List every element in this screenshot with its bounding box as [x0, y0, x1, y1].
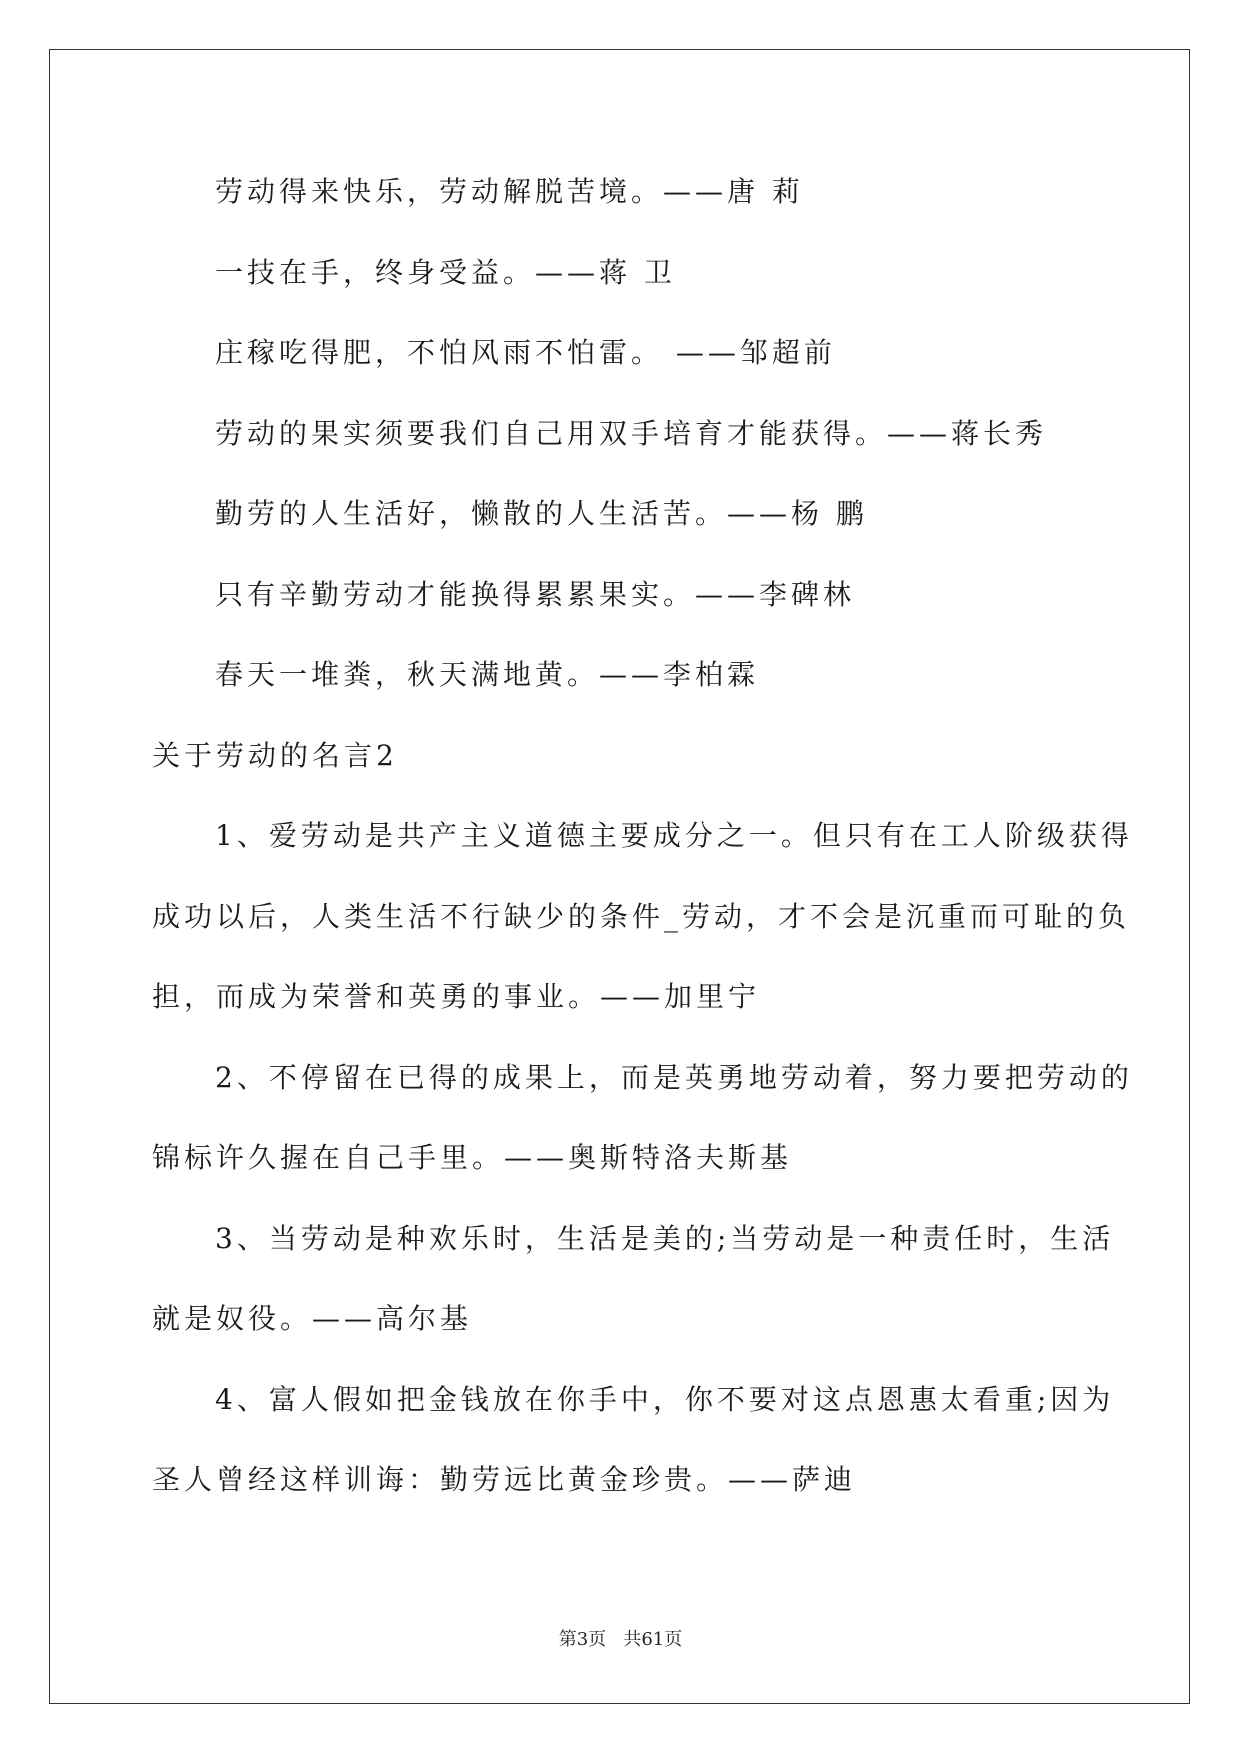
quote-4-line-2: 圣人曾经这样训诲：勤劳远比黄金珍贵。——萨迪 [152, 1463, 857, 1496]
quote-3-line-2: 就是奴役。——高尔基 [152, 1302, 473, 1335]
quote-2-line-2: 锦标许久握在自己手里。——奥斯特洛夫斯基 [152, 1141, 793, 1174]
section-title: 关于劳动的名言2 [152, 739, 398, 772]
quote-2-line-1: 2、不停留在已得的成果上，而是英勇地劳动着，努力要把劳动的 [215, 1061, 1133, 1094]
quote-line: 只有辛勤劳动才能换得累累果实。——李碑林 [215, 578, 856, 611]
quote-line: 庄稼吃得肥，不怕风雨不怕雷。 ——邹超前 [215, 336, 836, 369]
quote-line: 劳动得来快乐，劳动解脱苦境。——唐 莉 [215, 175, 804, 208]
quote-line: 劳动的果实须要我们自己用双手培育才能获得。——蒋长秀 [215, 417, 1048, 450]
quote-line: 勤劳的人生活好，懒散的人生活苦。——杨 鹏 [215, 497, 868, 530]
quote-4-line-1: 4、富人假如把金钱放在你手中，你不要对这点恩惠太看重;因为 [215, 1383, 1115, 1416]
page-border [49, 49, 1190, 1704]
quote-1-line-2: 成功以后，人类生活不行缺少的条件_劳动，才不会是沉重而可耻的负 [152, 900, 1131, 933]
quote-line: 一技在手，终身受益。——蒋 卫 [215, 256, 676, 289]
quote-3-line-1: 3、当劳动是种欢乐时，生活是美的;当劳动是一种责任时，生活 [215, 1222, 1115, 1255]
quote-line: 春天一堆粪，秋天满地黄。——李柏霖 [215, 658, 760, 691]
page-number-footer: 第3页 共61页 [558, 1629, 683, 1650]
quote-1-line-3: 担，而成为荣誉和英勇的事业。——加里宁 [152, 980, 761, 1013]
quote-1-line-1: 1、爱劳动是共产主义道德主要成分之一。但只有在工人阶级获得 [215, 819, 1133, 852]
